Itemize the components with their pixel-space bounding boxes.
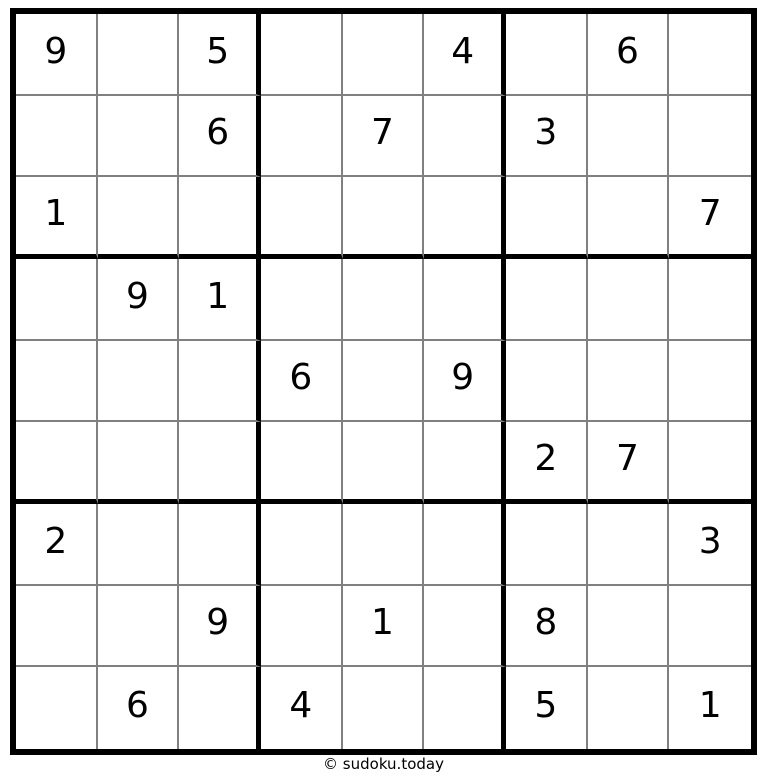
sudoku-cell-r3c1[interactable]: 1	[16, 177, 98, 259]
sudoku-cell-r6c7[interactable]: 2	[506, 422, 588, 504]
sudoku-cell-r3c6[interactable]	[424, 177, 506, 259]
sudoku-cell-r9c9[interactable]: 1	[698, 685, 722, 727]
sudoku-cell-r2c3[interactable]: 6	[179, 96, 261, 178]
sudoku-cell-r5c2[interactable]	[98, 341, 180, 423]
sudoku-cell-r9c7[interactable]: 5	[506, 667, 588, 749]
sudoku-cell-r7c9[interactable]: 3	[669, 504, 751, 586]
sudoku-cell-r6c5[interactable]	[343, 422, 425, 504]
sudoku-cell-r4c1[interactable]	[16, 259, 98, 341]
sudoku-cell-r9c2[interactable]: 6	[98, 667, 180, 749]
sudoku-cell-r9c5[interactable]	[343, 667, 425, 749]
sudoku-cell-r7c3[interactable]	[179, 504, 261, 586]
sudoku-cell-r6c9[interactable]	[669, 422, 751, 504]
sudoku-cell-r8c6[interactable]	[424, 586, 506, 668]
sudoku-cell-r8c8[interactable]	[588, 586, 670, 668]
sudoku-cell-r6c8[interactable]: 7	[588, 422, 670, 504]
sudoku-cell-r9c6[interactable]	[424, 667, 506, 749]
sudoku-cell-r2c6[interactable]	[424, 96, 506, 178]
sudoku-cell-r8c2[interactable]	[98, 586, 180, 668]
sudoku-cell-r4c3[interactable]: 1	[179, 259, 261, 341]
sudoku-cell-r1c5[interactable]	[343, 14, 425, 96]
sudoku-cell-r9c1[interactable]	[16, 667, 98, 749]
sudoku-cell-r6c3[interactable]	[179, 422, 261, 504]
sudoku-cell-r3c2[interactable]	[98, 177, 180, 259]
sudoku-cell-r2c5[interactable]: 7	[343, 96, 425, 178]
sudoku-cell-r7c5[interactable]	[343, 504, 425, 586]
sudoku-cell-r4c9[interactable]	[669, 259, 751, 341]
sudoku-cell-r6c4[interactable]	[261, 422, 343, 504]
sudoku-cell-r1c7[interactable]	[506, 14, 588, 96]
sudoku-cell-r5c6[interactable]: 9	[424, 341, 506, 423]
sudoku-cell-r7c4[interactable]	[261, 504, 343, 586]
sudoku-cell-r1c3[interactable]: 5	[179, 14, 261, 96]
sudoku-cell-r7c2[interactable]	[98, 504, 180, 586]
sudoku-cell-r3c4[interactable]	[261, 177, 343, 259]
sudoku-cell-r1c1[interactable]: 9	[16, 14, 98, 96]
sudoku-cell-r4c2[interactable]: 9	[98, 259, 180, 341]
sudoku-grid	[10, 8, 757, 755]
sudoku-cell-r5c7[interactable]	[506, 341, 588, 423]
copyright-text: © sudoku.today	[323, 755, 444, 773]
sudoku-cell-r5c9[interactable]	[669, 341, 751, 423]
sudoku-cell-r8c1[interactable]	[16, 586, 98, 668]
sudoku-cell-r5c4[interactable]: 6	[261, 341, 343, 423]
sudoku-cell-r9c3[interactable]	[179, 667, 261, 749]
sudoku-cell-r8c3[interactable]: 9	[179, 586, 261, 668]
sudoku-cell-r8c5[interactable]: 1	[343, 586, 425, 668]
sudoku-cell-r1c6[interactable]: 4	[424, 14, 506, 96]
sudoku-cell-r1c2[interactable]	[98, 14, 180, 96]
sudoku-cell-r6c2[interactable]	[98, 422, 180, 504]
sudoku-cell-r7c7[interactable]	[506, 504, 588, 586]
sudoku-cell-r9c8[interactable]	[588, 667, 670, 749]
sudoku-cell-r2c1[interactable]	[16, 96, 98, 178]
sudoku-cell-r3c7[interactable]	[506, 177, 588, 259]
sudoku-cell-r2c4[interactable]	[261, 96, 343, 178]
sudoku-cell-r7c1[interactable]: 2	[16, 504, 98, 586]
sudoku-cell-r5c8[interactable]	[588, 341, 670, 423]
sudoku-cell-r3c9[interactable]: 7	[669, 177, 751, 259]
sudoku-cell-r1c9[interactable]	[669, 14, 751, 96]
sudoku-cell-r3c5[interactable]	[343, 177, 425, 259]
sudoku-cell-r1c4[interactable]	[261, 14, 343, 96]
sudoku-cell-r3c3[interactable]	[179, 177, 261, 259]
sudoku-cell-r5c3[interactable]	[179, 341, 261, 423]
sudoku-cell-r2c2[interactable]	[98, 96, 180, 178]
sudoku-cell-r9c4[interactable]: 4	[261, 667, 343, 749]
sudoku-cell-r2c9[interactable]	[669, 96, 751, 178]
sudoku-cell-r4c7[interactable]	[506, 259, 588, 341]
sudoku-cell-r7c8[interactable]	[588, 504, 670, 586]
sudoku-cell-r3c8[interactable]	[588, 177, 670, 259]
sudoku-cell-r7c6[interactable]	[424, 504, 506, 586]
sudoku-cell-r8c4[interactable]	[261, 586, 343, 668]
sudoku-cell-r4c4[interactable]	[261, 259, 343, 341]
sudoku-cell-r4c8[interactable]	[588, 259, 670, 341]
sudoku-cell-r8c7[interactable]: 8	[506, 586, 588, 668]
sudoku-cell-r5c5[interactable]	[343, 341, 425, 423]
sudoku-cell-r6c6[interactable]	[424, 422, 506, 504]
sudoku-cell-r6c1[interactable]	[16, 422, 98, 504]
sudoku-cell-r5c1[interactable]	[16, 341, 98, 423]
sudoku-cell-r1c8[interactable]: 6	[588, 14, 670, 96]
sudoku-cell-r4c5[interactable]	[343, 259, 425, 341]
sudoku-cell-r2c7[interactable]: 3	[506, 96, 588, 178]
sudoku-cell-r8c9[interactable]	[669, 586, 751, 668]
sudoku-cell-r2c8[interactable]	[588, 96, 670, 178]
sudoku-cell-r4c6[interactable]	[424, 259, 506, 341]
